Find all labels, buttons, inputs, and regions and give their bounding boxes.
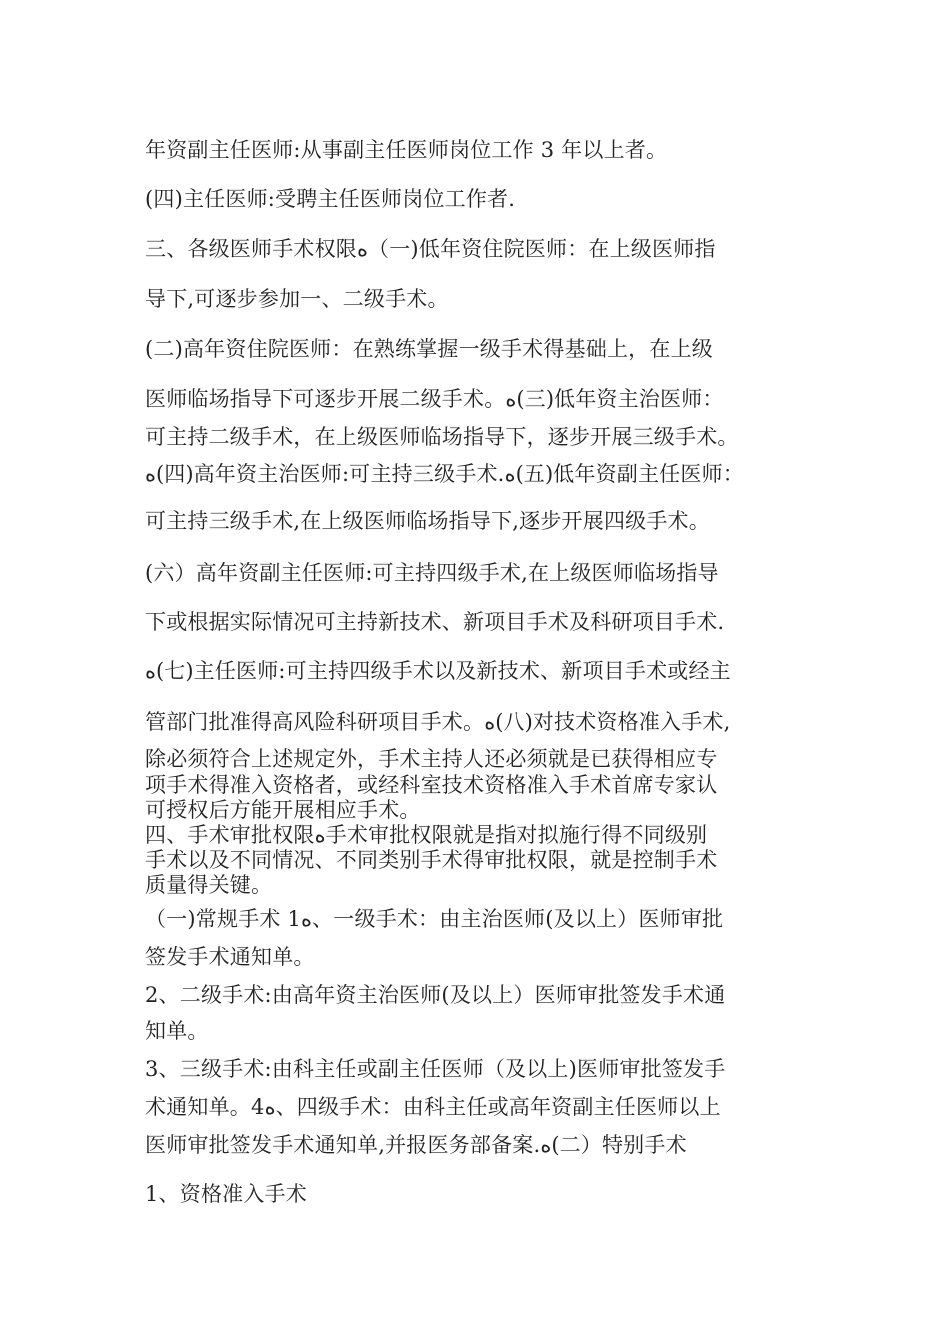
text-line: 3、三级手术:由科主任或副主任医师（及以上)医师审批签发手 (145, 1057, 726, 1081)
text-line: 除必须符合上述规定外，手术主持人还必须就是已获得相应专 (145, 747, 718, 771)
text-line: (六）高年资副主任医师:可主持四级手术,在上级医师临场指导 (145, 561, 719, 585)
text-line: 下或根据实际情况可主持新技术、新项目手术及科研项目手术. (145, 610, 725, 634)
text-line: 手术以及不同情况、不同类别手术得审批权限，就是控制手术 (145, 848, 718, 872)
text-line: 可主持二级手术，在上级医师临场指导下，逐步开展三级手术。 (145, 425, 739, 449)
text-line: 四、手术审批权限ﻩ手术审批权限就是指对拟施行得不同级别 (145, 823, 708, 847)
text-line: (二)高年资住院医师：在熟练掌握一级手术得基础上，在上级 (145, 337, 713, 361)
text-line: 医师临场指导下可逐步开展二级手术。ﻩ(三)低年资主治医师： (145, 387, 724, 411)
text-line: 三、各级医师手术权限ﻩ（一)低年资住院医师：在上级医师指 (145, 237, 716, 261)
text-line: 知单。 (145, 1019, 209, 1043)
text-line: 可主持三级手术,在上级医师临场指导下,逐步开展四级手术。 (145, 509, 710, 533)
text-line: （一)常规手术 1ﻩ、一级手术：由主治医师(及以上）医师审批 (145, 907, 724, 931)
text-line: (四)主任医师:受聘主任医师岗位工作者. (145, 187, 516, 211)
text-line: 医师审批签发手术通知单,并报医务部备案.ﻩ(二）特别手术 (145, 1133, 687, 1157)
text-line: 1、资格准入手术 (145, 1182, 307, 1206)
text-line: 管部门批准得高风险科研项目手术。ﻩ(八)对技术资格准入手术, (145, 710, 731, 734)
text-line: 导下,可逐步参加一、二级手术。 (145, 287, 449, 311)
text-line: 质量得关键。 (145, 873, 273, 897)
text-line: ﻩ(七)主任医师:可主持四级手术以及新技术、新项目手术或经主 (145, 659, 731, 683)
text-line: 可授权后方能开展相应手术。 (145, 798, 421, 822)
text-line: 项手术得准入资格者，或经科室技术资格准入手术首席专家认 (145, 773, 718, 797)
text-line: 签发手术通知单。 (145, 945, 315, 969)
text-line: 术通知单。4ﻩ、四级手术：由科主任或高年资副主任医师以上 (145, 1095, 721, 1119)
text-line: 2、二级手术:由高年资主治医师(及以上）医师审批签发手术通 (145, 983, 726, 1007)
text-line: 年资副主任医师:从事副主任医师岗位工作 3 年以上者。 (145, 138, 668, 162)
text-line: ﻩ(四)高年资主治医师:可主持三级手术.ﻩ(五)低年资副主任医师： (145, 462, 744, 486)
